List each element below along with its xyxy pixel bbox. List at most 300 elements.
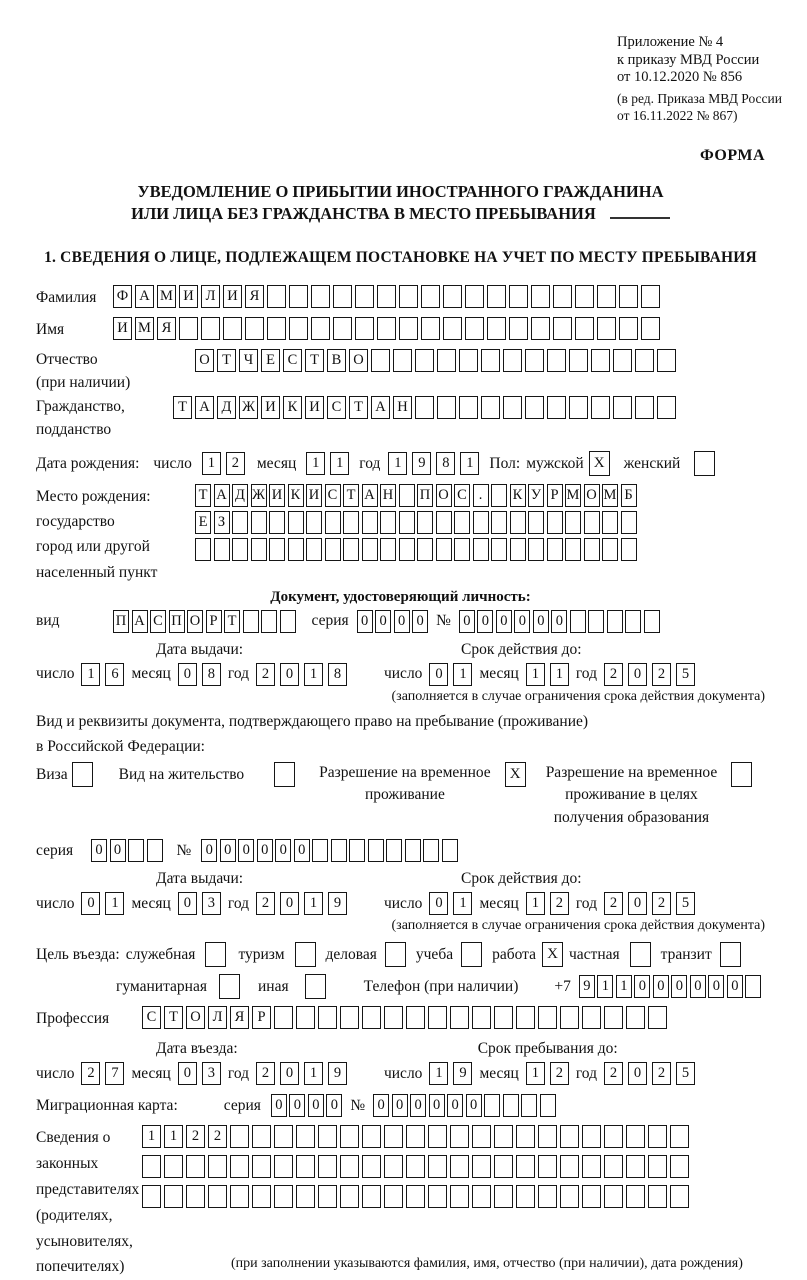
- char-cell[interactable]: [538, 1155, 557, 1178]
- char-cell[interactable]: Т: [164, 1006, 183, 1029]
- char-cell[interactable]: [428, 1125, 447, 1148]
- char-cell[interactable]: [635, 349, 654, 372]
- char-cell[interactable]: [745, 975, 761, 998]
- char-cell[interactable]: [540, 1094, 556, 1117]
- char-cell[interactable]: [442, 839, 458, 862]
- char-cell[interactable]: 1: [105, 892, 124, 915]
- char-cell[interactable]: 2: [208, 1125, 227, 1148]
- char-cell[interactable]: К: [288, 484, 304, 507]
- char-cell[interactable]: А: [214, 484, 230, 507]
- char-cell[interactable]: 0: [280, 892, 299, 915]
- char-cell[interactable]: [186, 1155, 205, 1178]
- char-cell[interactable]: [417, 511, 433, 534]
- char-cell[interactable]: [604, 1125, 623, 1148]
- char-cell[interactable]: [164, 1155, 183, 1178]
- char-cell[interactable]: [604, 1155, 623, 1178]
- char-cell[interactable]: [528, 511, 544, 534]
- char-cell[interactable]: Т: [224, 610, 240, 633]
- temp-residence-education-checkbox[interactable]: [731, 762, 752, 787]
- char-cell[interactable]: Д: [217, 396, 236, 419]
- char-cell[interactable]: [657, 396, 676, 419]
- char-cell[interactable]: [399, 285, 418, 308]
- char-cell[interactable]: [333, 317, 352, 340]
- char-cell[interactable]: 0: [628, 892, 647, 915]
- char-cell[interactable]: 8: [328, 663, 347, 686]
- char-cell[interactable]: [384, 1155, 403, 1178]
- char-cell[interactable]: [521, 1094, 537, 1117]
- char-cell[interactable]: [625, 610, 641, 633]
- char-cell[interactable]: 1: [330, 452, 349, 475]
- char-cell[interactable]: [613, 349, 632, 372]
- char-cell[interactable]: 0: [671, 975, 687, 998]
- char-cell[interactable]: [362, 1155, 381, 1178]
- char-cell[interactable]: 1: [142, 1125, 161, 1148]
- char-cell[interactable]: [553, 285, 572, 308]
- char-cell[interactable]: [371, 349, 390, 372]
- char-cell[interactable]: [179, 317, 198, 340]
- char-cell[interactable]: [214, 538, 230, 561]
- char-cell[interactable]: [454, 538, 470, 561]
- char-cell[interactable]: [641, 317, 660, 340]
- char-cell[interactable]: [428, 1155, 447, 1178]
- char-cell[interactable]: [318, 1155, 337, 1178]
- char-cell[interactable]: 0: [477, 610, 493, 633]
- char-cell[interactable]: [459, 396, 478, 419]
- char-cell[interactable]: 0: [178, 1062, 197, 1085]
- char-cell[interactable]: [252, 1185, 271, 1208]
- char-cell[interactable]: 2: [652, 892, 671, 915]
- char-cell[interactable]: [591, 396, 610, 419]
- char-cell[interactable]: [582, 1155, 601, 1178]
- char-cell[interactable]: [384, 1006, 403, 1029]
- char-cell[interactable]: [269, 511, 285, 534]
- char-cell[interactable]: П: [417, 484, 433, 507]
- char-cell[interactable]: 1: [453, 663, 472, 686]
- purpose-ucheba-checkbox[interactable]: [461, 942, 482, 967]
- char-cell[interactable]: 0: [429, 892, 448, 915]
- char-cell[interactable]: [602, 511, 618, 534]
- char-cell[interactable]: 8: [436, 452, 455, 475]
- char-cell[interactable]: [626, 1006, 645, 1029]
- char-cell[interactable]: 2: [604, 663, 623, 686]
- char-cell[interactable]: Л: [208, 1006, 227, 1029]
- char-cell[interactable]: 0: [357, 610, 373, 633]
- char-cell[interactable]: [560, 1185, 579, 1208]
- char-cell[interactable]: [525, 396, 544, 419]
- char-cell[interactable]: М: [602, 484, 618, 507]
- char-cell[interactable]: Т: [195, 484, 211, 507]
- char-cell[interactable]: А: [195, 396, 214, 419]
- char-cell[interactable]: О: [349, 349, 368, 372]
- char-cell[interactable]: [487, 317, 506, 340]
- char-cell[interactable]: [415, 396, 434, 419]
- char-cell[interactable]: 5: [676, 663, 695, 686]
- char-cell[interactable]: [296, 1125, 315, 1148]
- char-cell[interactable]: [399, 484, 415, 507]
- char-cell[interactable]: [494, 1125, 513, 1148]
- char-cell[interactable]: К: [283, 396, 302, 419]
- char-cell[interactable]: 1: [460, 452, 479, 475]
- char-cell[interactable]: И: [223, 285, 242, 308]
- char-cell[interactable]: [641, 285, 660, 308]
- char-cell[interactable]: 0: [308, 1094, 324, 1117]
- char-cell[interactable]: [296, 1185, 315, 1208]
- char-cell[interactable]: [538, 1125, 557, 1148]
- char-cell[interactable]: [274, 1185, 293, 1208]
- char-cell[interactable]: 2: [652, 663, 671, 686]
- char-cell[interactable]: [670, 1185, 689, 1208]
- char-cell[interactable]: [325, 538, 341, 561]
- char-cell[interactable]: 0: [289, 1094, 305, 1117]
- char-cell[interactable]: [510, 538, 526, 561]
- char-cell[interactable]: [436, 511, 452, 534]
- char-cell[interactable]: Б: [621, 484, 637, 507]
- char-cell[interactable]: [384, 1185, 403, 1208]
- char-cell[interactable]: 6: [105, 663, 124, 686]
- char-cell[interactable]: 1: [304, 892, 323, 915]
- char-cell[interactable]: [565, 538, 581, 561]
- char-cell[interactable]: К: [510, 484, 526, 507]
- char-cell[interactable]: [619, 317, 638, 340]
- char-cell[interactable]: 0: [466, 1094, 482, 1117]
- char-cell[interactable]: [547, 538, 563, 561]
- char-cell[interactable]: 0: [459, 610, 475, 633]
- char-cell[interactable]: 0: [201, 839, 217, 862]
- char-cell[interactable]: [604, 1006, 623, 1029]
- char-cell[interactable]: 0: [429, 663, 448, 686]
- char-cell[interactable]: [553, 317, 572, 340]
- char-cell[interactable]: [164, 1185, 183, 1208]
- char-cell[interactable]: 2: [604, 892, 623, 915]
- char-cell[interactable]: [588, 610, 604, 633]
- char-cell[interactable]: [569, 349, 588, 372]
- char-cell[interactable]: Л: [201, 285, 220, 308]
- char-cell[interactable]: 0: [533, 610, 549, 633]
- char-cell[interactable]: [528, 538, 544, 561]
- char-cell[interactable]: [484, 1094, 500, 1117]
- char-cell[interactable]: Н: [380, 484, 396, 507]
- char-cell[interactable]: 0: [178, 663, 197, 686]
- char-cell[interactable]: [230, 1185, 249, 1208]
- char-cell[interactable]: Я: [230, 1006, 249, 1029]
- char-cell[interactable]: [340, 1155, 359, 1178]
- char-cell[interactable]: [428, 1006, 447, 1029]
- char-cell[interactable]: [450, 1006, 469, 1029]
- char-cell[interactable]: Р: [206, 610, 222, 633]
- char-cell[interactable]: [380, 511, 396, 534]
- char-cell[interactable]: [343, 538, 359, 561]
- char-cell[interactable]: [232, 538, 248, 561]
- char-cell[interactable]: [547, 511, 563, 534]
- char-cell[interactable]: О: [195, 349, 214, 372]
- char-cell[interactable]: [251, 538, 267, 561]
- char-cell[interactable]: [591, 349, 610, 372]
- char-cell[interactable]: [306, 511, 322, 534]
- char-cell[interactable]: 3: [202, 1062, 221, 1085]
- char-cell[interactable]: [465, 317, 484, 340]
- char-cell[interactable]: 0: [708, 975, 724, 998]
- char-cell[interactable]: О: [187, 610, 203, 633]
- char-cell[interactable]: 1: [304, 663, 323, 686]
- char-cell[interactable]: [306, 538, 322, 561]
- char-cell[interactable]: 0: [634, 975, 650, 998]
- char-cell[interactable]: [547, 396, 566, 419]
- char-cell[interactable]: Т: [217, 349, 236, 372]
- char-cell[interactable]: О: [186, 1006, 205, 1029]
- char-cell[interactable]: 0: [280, 1062, 299, 1085]
- char-cell[interactable]: [274, 1006, 293, 1029]
- char-cell[interactable]: Т: [173, 396, 192, 419]
- char-cell[interactable]: [459, 349, 478, 372]
- char-cell[interactable]: 0: [394, 610, 410, 633]
- char-cell[interactable]: [399, 538, 415, 561]
- char-cell[interactable]: И: [305, 396, 324, 419]
- char-cell[interactable]: [644, 610, 660, 633]
- char-cell[interactable]: [437, 349, 456, 372]
- char-cell[interactable]: [613, 396, 632, 419]
- char-cell[interactable]: И: [269, 484, 285, 507]
- char-cell[interactable]: [147, 839, 163, 862]
- char-cell[interactable]: [450, 1185, 469, 1208]
- char-cell[interactable]: [261, 610, 277, 633]
- char-cell[interactable]: [223, 317, 242, 340]
- char-cell[interactable]: 0: [628, 663, 647, 686]
- char-cell[interactable]: И: [261, 396, 280, 419]
- char-cell[interactable]: 1: [550, 663, 569, 686]
- char-cell[interactable]: [670, 1155, 689, 1178]
- char-cell[interactable]: [597, 285, 616, 308]
- char-cell[interactable]: 0: [690, 975, 706, 998]
- char-cell[interactable]: 3: [202, 892, 221, 915]
- char-cell[interactable]: 0: [271, 1094, 287, 1117]
- char-cell[interactable]: [494, 1006, 513, 1029]
- char-cell[interactable]: [525, 349, 544, 372]
- char-cell[interactable]: [582, 1185, 601, 1208]
- char-cell[interactable]: [201, 317, 220, 340]
- char-cell[interactable]: [450, 1155, 469, 1178]
- char-cell[interactable]: [509, 317, 528, 340]
- char-cell[interactable]: [230, 1125, 249, 1148]
- char-cell[interactable]: [377, 285, 396, 308]
- char-cell[interactable]: 9: [579, 975, 595, 998]
- char-cell[interactable]: 2: [256, 1062, 275, 1085]
- char-cell[interactable]: [267, 285, 286, 308]
- char-cell[interactable]: [621, 538, 637, 561]
- char-cell[interactable]: [362, 538, 378, 561]
- char-cell[interactable]: [575, 317, 594, 340]
- char-cell[interactable]: [142, 1155, 161, 1178]
- char-cell[interactable]: 1: [388, 452, 407, 475]
- char-cell[interactable]: 2: [550, 892, 569, 915]
- char-cell[interactable]: 0: [275, 839, 291, 862]
- char-cell[interactable]: [355, 317, 374, 340]
- char-cell[interactable]: [195, 538, 211, 561]
- char-cell[interactable]: Ф: [113, 285, 132, 308]
- char-cell[interactable]: [516, 1125, 535, 1148]
- char-cell[interactable]: [318, 1185, 337, 1208]
- char-cell[interactable]: [377, 317, 396, 340]
- char-cell[interactable]: [565, 511, 581, 534]
- char-cell[interactable]: 0: [238, 839, 254, 862]
- char-cell[interactable]: [311, 285, 330, 308]
- purpose-gumanitarnaya-checkbox[interactable]: [219, 974, 240, 999]
- char-cell[interactable]: [142, 1185, 161, 1208]
- char-cell[interactable]: [619, 285, 638, 308]
- char-cell[interactable]: [428, 1185, 447, 1208]
- char-cell[interactable]: [421, 317, 440, 340]
- char-cell[interactable]: [399, 317, 418, 340]
- char-cell[interactable]: [473, 538, 489, 561]
- char-cell[interactable]: [582, 1125, 601, 1148]
- char-cell[interactable]: [560, 1155, 579, 1178]
- char-cell[interactable]: О: [584, 484, 600, 507]
- char-cell[interactable]: 1: [306, 452, 325, 475]
- char-cell[interactable]: [516, 1155, 535, 1178]
- char-cell[interactable]: Я: [157, 317, 176, 340]
- char-cell[interactable]: Е: [261, 349, 280, 372]
- char-cell[interactable]: [362, 511, 378, 534]
- char-cell[interactable]: [251, 511, 267, 534]
- char-cell[interactable]: [340, 1125, 359, 1148]
- char-cell[interactable]: А: [132, 610, 148, 633]
- char-cell[interactable]: [340, 1185, 359, 1208]
- char-cell[interactable]: [380, 538, 396, 561]
- char-cell[interactable]: [362, 1185, 381, 1208]
- char-cell[interactable]: [386, 839, 402, 862]
- char-cell[interactable]: С: [454, 484, 470, 507]
- char-cell[interactable]: 0: [447, 1094, 463, 1117]
- male-checkbox[interactable]: X: [589, 451, 610, 476]
- char-cell[interactable]: И: [179, 285, 198, 308]
- char-cell[interactable]: [454, 511, 470, 534]
- char-cell[interactable]: [252, 1155, 271, 1178]
- char-cell[interactable]: [584, 511, 600, 534]
- char-cell[interactable]: .: [473, 484, 489, 507]
- char-cell[interactable]: П: [169, 610, 185, 633]
- char-cell[interactable]: [487, 285, 506, 308]
- char-cell[interactable]: [288, 538, 304, 561]
- char-cell[interactable]: [560, 1006, 579, 1029]
- char-cell[interactable]: [406, 1006, 425, 1029]
- char-cell[interactable]: 2: [256, 892, 275, 915]
- char-cell[interactable]: [312, 839, 328, 862]
- char-cell[interactable]: Н: [393, 396, 412, 419]
- char-cell[interactable]: [648, 1185, 667, 1208]
- char-cell[interactable]: 1: [453, 892, 472, 915]
- char-cell[interactable]: 0: [326, 1094, 342, 1117]
- char-cell[interactable]: [232, 511, 248, 534]
- char-cell[interactable]: 8: [202, 663, 221, 686]
- char-cell[interactable]: [437, 396, 456, 419]
- char-cell[interactable]: [415, 349, 434, 372]
- char-cell[interactable]: З: [214, 511, 230, 534]
- char-cell[interactable]: А: [362, 484, 378, 507]
- char-cell[interactable]: [465, 285, 484, 308]
- char-cell[interactable]: И: [113, 317, 132, 340]
- char-cell[interactable]: [384, 1125, 403, 1148]
- char-cell[interactable]: [626, 1125, 645, 1148]
- char-cell[interactable]: Т: [349, 396, 368, 419]
- char-cell[interactable]: [491, 511, 507, 534]
- char-cell[interactable]: 2: [604, 1062, 623, 1085]
- char-cell[interactable]: [343, 511, 359, 534]
- char-cell[interactable]: 1: [526, 663, 545, 686]
- char-cell[interactable]: [450, 1125, 469, 1148]
- char-cell[interactable]: 0: [81, 892, 100, 915]
- char-cell[interactable]: [289, 285, 308, 308]
- char-cell[interactable]: 0: [412, 610, 428, 633]
- char-cell[interactable]: А: [135, 285, 154, 308]
- char-cell[interactable]: [531, 285, 550, 308]
- char-cell[interactable]: [393, 349, 412, 372]
- char-cell[interactable]: [481, 349, 500, 372]
- char-cell[interactable]: [252, 1125, 271, 1148]
- char-cell[interactable]: [538, 1006, 557, 1029]
- char-cell[interactable]: [421, 285, 440, 308]
- char-cell[interactable]: [569, 396, 588, 419]
- char-cell[interactable]: [417, 538, 433, 561]
- purpose-inaya-checkbox[interactable]: [305, 974, 326, 999]
- char-cell[interactable]: [648, 1155, 667, 1178]
- char-cell[interactable]: Р: [252, 1006, 271, 1029]
- char-cell[interactable]: [510, 511, 526, 534]
- purpose-tranzit-checkbox[interactable]: [720, 942, 741, 967]
- char-cell[interactable]: Д: [232, 484, 248, 507]
- char-cell[interactable]: [331, 839, 347, 862]
- char-cell[interactable]: 0: [653, 975, 669, 998]
- char-cell[interactable]: [362, 1006, 381, 1029]
- char-cell[interactable]: [491, 538, 507, 561]
- char-cell[interactable]: [128, 839, 144, 862]
- char-cell[interactable]: [472, 1155, 491, 1178]
- char-cell[interactable]: 1: [202, 452, 221, 475]
- char-cell[interactable]: С: [325, 484, 341, 507]
- char-cell[interactable]: [443, 285, 462, 308]
- char-cell[interactable]: [406, 1155, 425, 1178]
- char-cell[interactable]: [288, 511, 304, 534]
- char-cell[interactable]: [362, 1125, 381, 1148]
- char-cell[interactable]: [349, 839, 365, 862]
- char-cell[interactable]: [582, 1006, 601, 1029]
- char-cell[interactable]: 0: [551, 610, 567, 633]
- char-cell[interactable]: С: [283, 349, 302, 372]
- char-cell[interactable]: [602, 538, 618, 561]
- char-cell[interactable]: [635, 396, 654, 419]
- char-cell[interactable]: 2: [652, 1062, 671, 1085]
- char-cell[interactable]: Ж: [251, 484, 267, 507]
- char-cell[interactable]: 0: [375, 610, 391, 633]
- char-cell[interactable]: [503, 349, 522, 372]
- char-cell[interactable]: [280, 610, 296, 633]
- char-cell[interactable]: 0: [280, 663, 299, 686]
- char-cell[interactable]: 9: [328, 892, 347, 915]
- char-cell[interactable]: 0: [220, 839, 236, 862]
- char-cell[interactable]: [516, 1006, 535, 1029]
- purpose-chastnaya-checkbox[interactable]: [630, 942, 651, 967]
- char-cell[interactable]: [406, 1185, 425, 1208]
- char-cell[interactable]: [472, 1125, 491, 1148]
- char-cell[interactable]: Т: [305, 349, 324, 372]
- char-cell[interactable]: 2: [186, 1125, 205, 1148]
- char-cell[interactable]: 9: [453, 1062, 472, 1085]
- char-cell[interactable]: [657, 349, 676, 372]
- char-cell[interactable]: [560, 1125, 579, 1148]
- char-cell[interactable]: 2: [550, 1062, 569, 1085]
- char-cell[interactable]: 0: [514, 610, 530, 633]
- char-cell[interactable]: [503, 1094, 519, 1117]
- char-cell[interactable]: П: [113, 610, 129, 633]
- char-cell[interactable]: [472, 1006, 491, 1029]
